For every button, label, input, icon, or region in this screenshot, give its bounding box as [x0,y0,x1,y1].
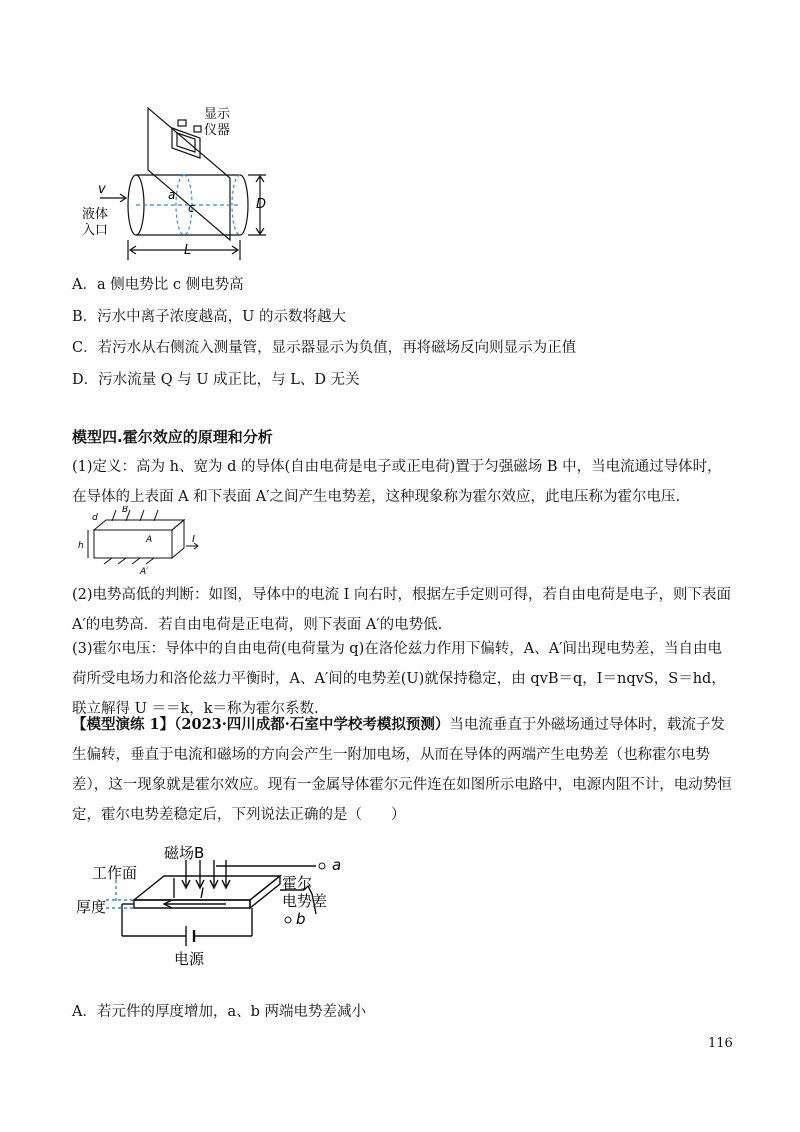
velocity-label: v [98,182,106,197]
surface-a-label: A [146,535,153,545]
exercise-source: （2023·四川成都·石室中学校考模拟预测） [174,716,450,733]
terminal-b-label: b [296,910,306,928]
point-c-label: c [188,201,195,215]
surface-a-prime-label: A′ [140,567,149,577]
power-source-label: 电源 [174,950,205,968]
option-d: D．污水流量 Q 与 U 成正比，与 L、D 无关 [72,372,360,388]
magnetic-field-label: 磁场B [164,844,205,862]
inlet-label-2: 入口 [82,223,109,238]
hall-circuit-figure [76,840,356,970]
hall-voltage-paragraph: (3)霍尔电压：导体中的自由电荷(电荷量为 q)在洛伦兹力作用下偏转，A、A′间出现电势差，当自由电荷所受电场力和洛伦兹力平衡时，A、A′间的电势差(U)就保持稳定，由 qvB＝q，I＝nqvS，S＝hd，联立解得 U ＝＝k，k＝称为霍尔系数. [72,641,726,717]
current-i-label: I [192,534,195,545]
field-b-label: B [122,506,129,515]
thickness-label: 厚度 [76,898,107,916]
exercise-text: 当电流垂直于外磁场通过导体时，载流子发生偏转，垂直于电流和磁场的方向会产生一附加电场，从而在导体的两端产生电势差（也称霍尔电势差），这一现象就是霍尔效应。现有一金属导体霍尔元件连在如图所示电路中，电源内阻不计，电动势恒定，霍尔电势差稳定后，下列说法正确的是（ ） [72,717,732,823]
option-c: C．若污水从右侧流入测量管，显示器显示为负值，再将磁场反向则显示为正值 [72,340,577,356]
height-h-label: h [78,541,84,551]
option-b: B．污水中离子浓度越高，U 的示数将越大 [72,309,346,325]
exercise-option-a: A．若元件的厚度增加，a、b 两端电势差减小 [72,1004,367,1020]
section-title: 模型四.霍尔效应的原理和分析 [72,428,273,446]
point-a-label: a [168,188,176,202]
display-label-2: 仪器 [204,123,231,138]
page-number: 116 [708,1036,733,1051]
definition-paragraph: (1)定义：高为 h、宽为 d 的导体(自由电荷是电子或正电荷)置于匀强磁场 B 中，当电流通过导体时，在导体的上表面 A 和下表面 A′之间产生电势差，这种现象称为霍尔效应，此电压称为霍尔电压. [72,459,722,505]
exercise-paragraph [72,710,732,830]
length-label: L [184,243,192,258]
flowmeter-figure [80,100,280,265]
diameter-label: D [256,197,267,212]
hall-block-figure [74,506,204,578]
judgement-paragraph: (2)电势高低的判断：如图，导体中的电流 I 向右时，根据左手定则可得，若自由电荷是电子，则下表面 A′的电势高．若自由电荷是正电荷，则下表面 A′的电势低. [72,587,731,633]
hall-label-2: 电势差 [282,892,328,910]
width-d-label: d [92,513,98,523]
option-a: A．a 侧电势比 c 侧电势高 [72,277,244,293]
inlet-label-1: 液体 [82,207,109,222]
display-label-1: 显示 [204,107,231,122]
hall-label-1: 霍尔 [282,874,313,892]
terminal-a-label: a [332,856,342,874]
exercise-tag: 【模型演练 1】 [72,716,175,733]
current-label: I [200,886,205,902]
work-face-label: 工作面 [92,864,138,882]
